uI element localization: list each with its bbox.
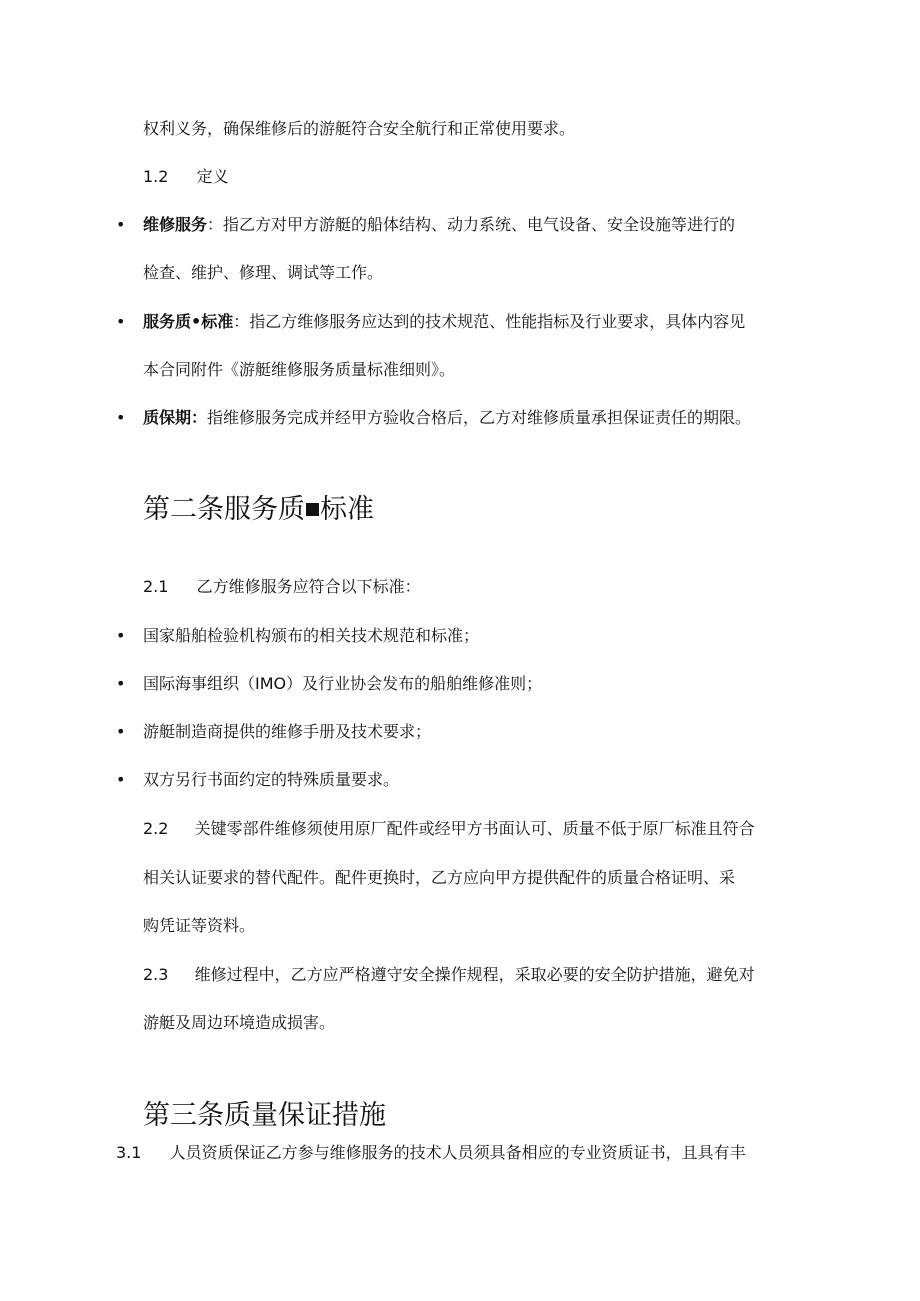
definition-term: 服务质•标准 <box>143 312 234 331</box>
section-number: 3.1 <box>116 1143 142 1162</box>
section-text-continued: 购凭证等资料。 <box>143 916 256 935</box>
definition-text: 指维修服务完成并经甲方验收合格后，乙方对维修质量承担保证责任的期限。 <box>207 408 752 427</box>
section-title: 定义 <box>196 167 229 186</box>
definition-item <box>143 214 735 236</box>
definition-text: 指乙方维修服务应达到的技术规范、性能指标及行业要求，具体内容见 <box>249 312 746 331</box>
definition-term: 维修服务 <box>143 215 208 234</box>
definition-item <box>143 407 751 429</box>
section-text-continued: 游艇及周边环境造成损害。 <box>143 1013 336 1032</box>
section-number: 1.2 <box>143 167 169 186</box>
bullet-icon: • <box>116 215 126 234</box>
article-title-part: 标准 <box>320 494 374 525</box>
section-2-1 <box>143 576 421 598</box>
bullet-icon: • <box>116 312 126 331</box>
definition-text-continued: 本合同附件《游艇维修服务质量标准细则》。 <box>143 360 456 379</box>
section-text: 关键零部件维修须使用原厂配件或经甲方书面认可、质量不低于原厂标准且符合 <box>194 819 755 838</box>
list-item: 双方另行书面约定的特殊质量要求。 <box>143 770 400 789</box>
article-2-heading <box>143 493 374 527</box>
bullet-icon: • <box>116 674 126 693</box>
definition-text-continued: 检查、维护、修理、调试等工作。 <box>143 263 384 282</box>
section-number: 2.2 <box>143 819 169 838</box>
section-2-2 <box>143 818 755 840</box>
article-3-heading: 第三条质量保证措施 <box>143 1100 386 1131</box>
section-number: 2.1 <box>143 577 169 596</box>
section-text: 乙方维修服务应符合以下标准： <box>196 577 421 596</box>
definition-item <box>143 311 745 333</box>
section-3-1 <box>116 1142 746 1164</box>
section-1-2-heading <box>143 166 229 188</box>
section-2-3 <box>143 964 755 986</box>
definition-term: 质保期： <box>143 408 208 427</box>
bullet-icon: • <box>116 770 126 789</box>
bullet-icon: • <box>116 408 126 427</box>
list-item: 国家船舶检验机构颁布的相关技术规范和标准； <box>143 626 480 645</box>
definition-separator: ： <box>233 312 250 331</box>
list-item: 国际海事组织（IMO）及行业协会发布的船舶维修准则； <box>143 674 543 693</box>
definition-text: 指乙方对甲方游艇的船体结构、动力系统、电气设备、安全设施等进行的 <box>223 215 736 234</box>
section-text-continued: 相关认证要求的替代配件。配件更换时，乙方应向甲方提供配件的质量合格证明、采 <box>143 868 736 887</box>
definition-separator: ： <box>207 215 224 234</box>
section-number: 2.3 <box>143 965 169 984</box>
paragraph-text: 权利义务，确保维修后的游艇符合安全航行和正常使用要求。 <box>143 119 576 138</box>
bullet-icon: • <box>116 722 126 741</box>
missing-glyph-square-icon <box>306 503 319 516</box>
bullet-icon: • <box>116 626 126 645</box>
section-text: 人员资质保证乙方参与维修服务的技术人员须具备相应的专业资质证书，且具有丰 <box>169 1143 746 1162</box>
section-text: 维修过程中，乙方应严格遵守安全操作规程，采取必要的安全防护措施，避免对 <box>194 965 755 984</box>
list-item: 游艇制造商提供的维修手册及技术要求； <box>143 722 432 741</box>
article-title-part: 第二条服务质 <box>143 494 305 525</box>
